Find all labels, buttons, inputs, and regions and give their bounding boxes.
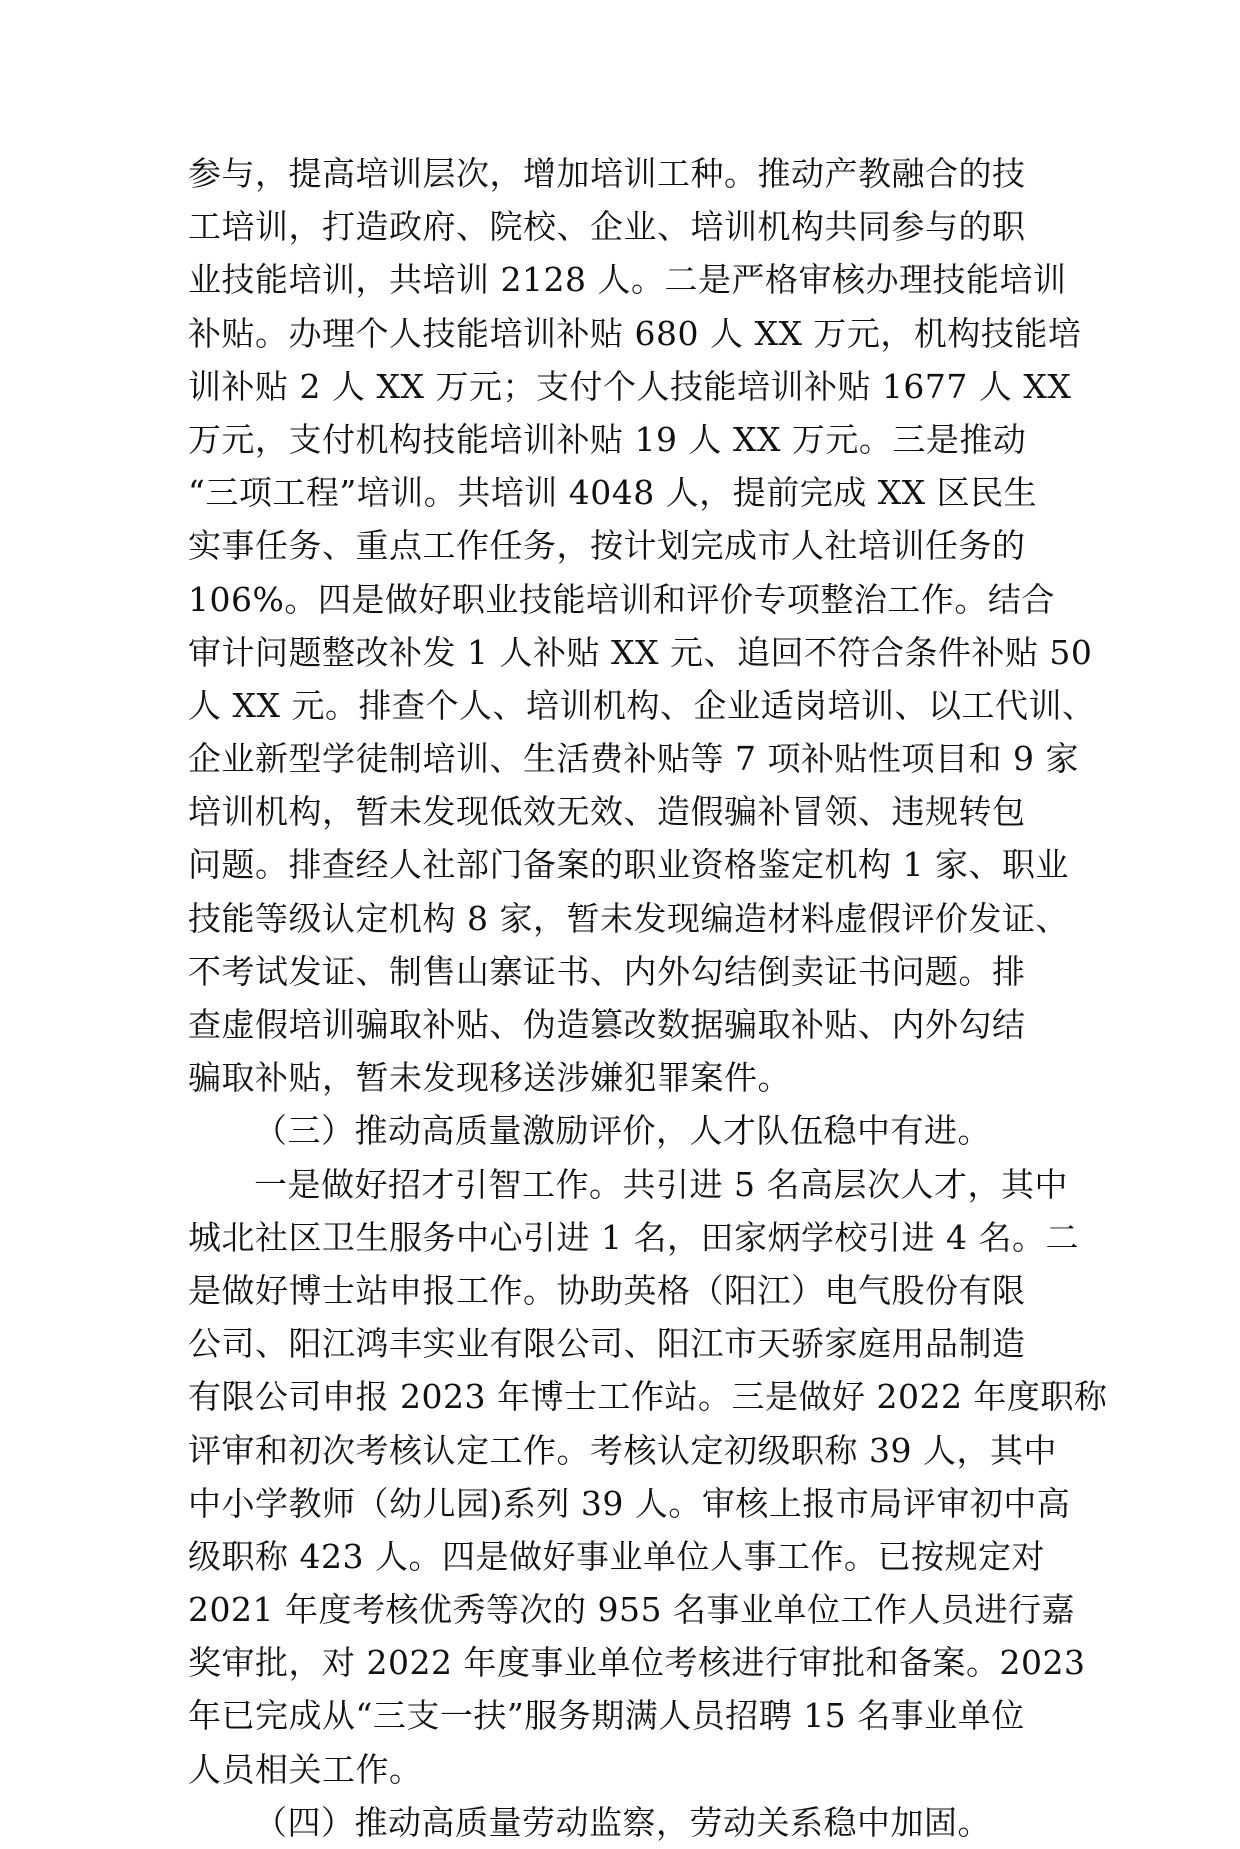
- text-line: 是做好博士站申报工作。协助英格（阳江）电气股份有限: [188, 1270, 1026, 1310]
- text-line: 人 XX 元。排查个人、培训机构、企业适岗培训、以工代训、: [188, 685, 1096, 725]
- text-line: 训补贴 2 人 XX 万元；支付个人技能培训补贴 1677 人 XX: [188, 366, 1072, 406]
- text-line: 年已完成从“三支一扶”服务期满人员招聘 15 名事业单位: [188, 1696, 1025, 1736]
- text-line: 人员相关工作。: [188, 1749, 423, 1789]
- text-line: 补贴。办理个人技能培训补贴 680 人 XX 万元，机构技能培: [188, 313, 1082, 353]
- text-line: 公司、阳江鸿丰实业有限公司、阳江市天骄家庭用品制造: [188, 1324, 1026, 1364]
- text-line: 企业新型学徒制培训、生活费补贴等 7 项补贴性项目和 9 家: [188, 739, 1079, 779]
- text-line: 技能等级认定机构 8 家，暂未发现编造材料虚假评价发证、: [188, 898, 1069, 938]
- text-line: 有限公司申报 2023 年博士工作站。三是做好 2022 年度职称: [188, 1377, 1108, 1417]
- text-line: 中小学教师（幼儿园)系列 39 人。审核上报市局评审初中高: [188, 1483, 1071, 1523]
- text-line: 骗取补贴，暂未发现移送涉嫌犯罪案件。: [188, 1058, 791, 1098]
- body-text: [188, 147, 1108, 1849]
- text-line: 问题。排查经人社部门备案的职业资格鉴定机构 1 家、职业: [188, 845, 1069, 885]
- text-line: “三项工程”培训。共培训 4048 人，提前完成 XX 区民生: [188, 473, 1038, 513]
- text-line: 培训机构，暂未发现低效无效、造假骗补冒领、违规转包: [188, 792, 1026, 832]
- section-heading-4: （四）推动高质量劳动监察，劳动关系稳中加固。: [254, 1802, 991, 1842]
- text-line: 评审和初次考核认定工作。考核认定初级职称 39 人，其中: [188, 1430, 1057, 1470]
- text-line: 奖审批，对 2022 年度事业单位考核进行审批和备案。2023: [188, 1643, 1086, 1683]
- text-line: 工培训，打造政府、院校、企业、培训机构共同参与的职: [188, 207, 1026, 247]
- text-line: 实事任务、重点工作任务，按计划完成市人社培训任务的: [188, 526, 1026, 566]
- text-line: 不考试发证、制售山寨证书、内外勾结倒卖证书问题。排: [188, 951, 1026, 991]
- text-line: 参与，提高培训层次，增加培训工种。推动产教融合的技: [188, 154, 1026, 193]
- text-line: 106%。四是做好职业技能培训和评价专项整治工作。结合: [188, 579, 1055, 619]
- text-line: 2021 年度考核优秀等次的 955 名事业单位工作人员进行嘉: [188, 1590, 1075, 1630]
- text-line: 城北社区卫生服务中心引进 1 名，田家炳学校引进 4 名。二: [188, 1217, 1079, 1257]
- section-heading-3: （三）推动高质量激励评价，人才队伍稳中有进。: [254, 1111, 991, 1151]
- text-line: 审计问题整改补发 1 人补贴 XX 元、追回不符合条件补贴 50: [188, 632, 1093, 672]
- text-line: 级职称 423 人。四是做好事业单位人事工作。已按规定对: [188, 1536, 1045, 1576]
- text-line: 查虚假培训骗取补贴、伪造篡改数据骗取补贴、内外勾结: [188, 1005, 1026, 1044]
- text-line: 业技能培训，共培训 2128 人。二是严格审核办理技能培训: [188, 260, 1067, 300]
- text-line: 万元，支付机构技能培训补贴 19 人 XX 万元。三是推动: [188, 419, 1027, 459]
- text-line: 一是做好招才引智工作。共引进 5 名高层次人才，其中: [254, 1164, 1068, 1204]
